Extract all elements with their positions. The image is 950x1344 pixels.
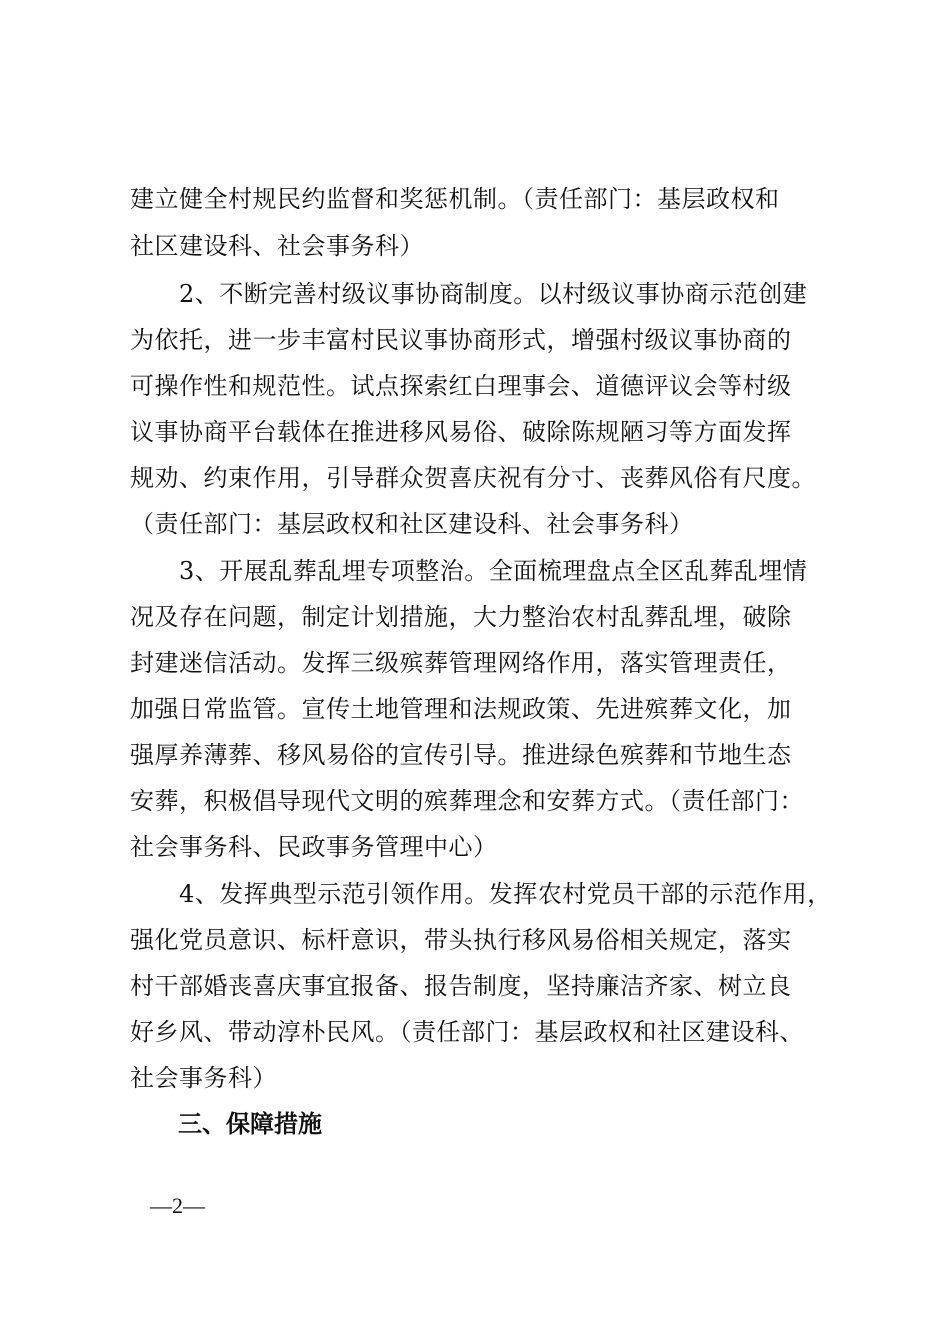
- body-text-line: 强化党员意识、标杆意识，带头执行移风易俗相关规定，落实: [130, 926, 792, 954]
- page-number: —2—: [150, 1193, 205, 1218]
- body-text-line: 3、开展乱葬乱埋专项整治。全面梳理盘点全区乱葬乱埋情: [130, 557, 808, 585]
- body-text-line: 社会事务科、民政事务管理中心）: [130, 833, 498, 861]
- body-text-line: 安葬，积极倡导现代文明的殡葬理念和安葬方式。（责任部门：: [130, 787, 804, 815]
- body-text-line: 社会事务科）: [130, 1064, 277, 1092]
- body-text-line: 村干部婚丧喜庆事宜报备、报告制度，坚持廉洁齐家、树立良: [130, 972, 792, 1000]
- body-text-line: 加强日常监管。宣传土地管理和法规政策、先进殡葬文化，加: [130, 695, 792, 723]
- body-text-line: 议事协商平台载体在推进移风易俗、破除陈规陋习等方面发挥: [130, 418, 792, 446]
- body-text-line: （责任部门：基层政权和社区建设科、社会事务科）: [130, 510, 694, 538]
- body-text-line: 规劝、约束作用，引导群众贺喜庆祝有分寸、丧葬风俗有尺度。: [130, 464, 816, 492]
- body-text-line: 可操作性和规范性。试点探索红白理事会、道德评议会等村级: [130, 372, 792, 400]
- body-text-line: 社区建设科、社会事务科）: [130, 232, 424, 260]
- body-text-line: 4、发挥典型示范引领作用。发挥农村党员干部的示范作用，: [130, 880, 832, 908]
- body-text-line: 建立健全村规民约监督和奖惩机制。（责任部门：基层政权和: [130, 185, 780, 213]
- body-text-line: 为依托，进一步丰富村民议事协商形式，增强村级议事协商的: [130, 326, 792, 354]
- body-text-line: 况及存在问题，制定计划措施，大力整治农村乱葬乱埋，破除: [130, 603, 792, 631]
- body-text-line: 强厚养薄葬、移风易俗的宣传引导。推进绿色殡葬和节地生态: [130, 741, 792, 769]
- body-text-line: 2、不断完善村级议事协商制度。以村级议事协商示范创建: [130, 280, 808, 308]
- section-heading: 三、保障措施: [178, 1110, 322, 1138]
- body-text-line: 封建迷信活动。发挥三级殡葬管理网络作用，落实管理责任，: [130, 649, 792, 677]
- body-text-line: 好乡风、带动淳朴民风。（责任部门：基层政权和社区建设科、: [130, 1018, 804, 1046]
